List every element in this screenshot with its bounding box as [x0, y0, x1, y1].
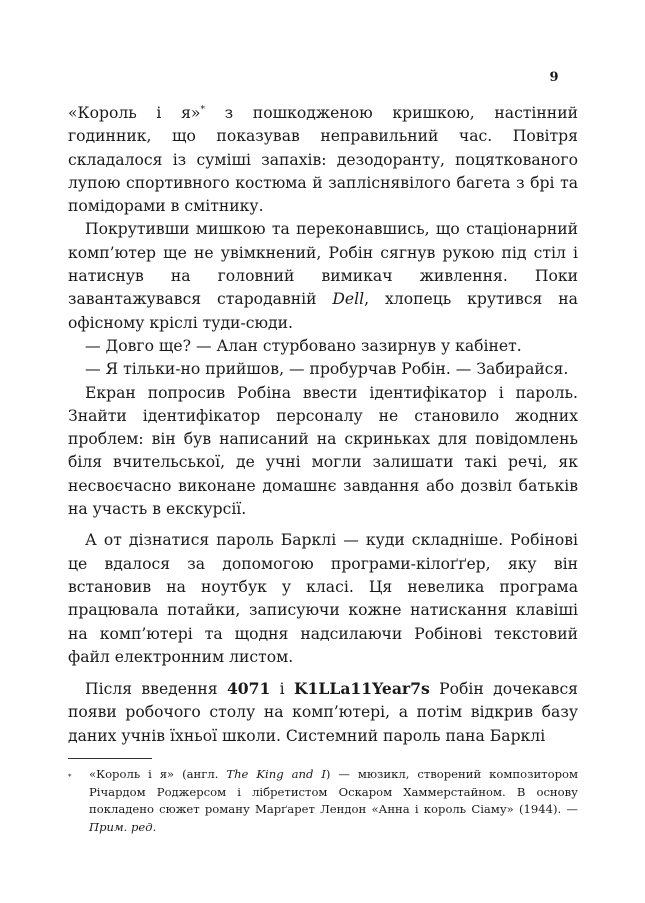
footnote-reference[interactable]: *	[200, 104, 205, 115]
text-segment: «Король і я» (англ.	[89, 767, 227, 781]
paragraph	[68, 358, 578, 381]
italic-text: Dell	[332, 290, 365, 309]
text-segment: «Король і я»	[68, 104, 201, 122]
text-segment: Екран попросив Робіна ввести ідентифікатор і пароль. Знайти ідентифікатор персоналу не становило жодних проблем: він був написаний на скриньках для повідомлень біля вчительської, де учні могли залишати такі речі, як несвоєчасно виконане домашнє завдання або дозвіл батьків на участь в екскурсії.	[68, 383, 578, 519]
text-segment: ) — мюзикл, створений композитором Річардом Роджерсом і лібретистом Оскаром Хаммерстайном. В основу покладено сюжет роману Марґарет Лендон «Анна і король Сіаму» (1944). —	[89, 767, 578, 817]
bold-text: K1LLa11Year7s	[294, 679, 430, 699]
paragraph	[68, 335, 578, 358]
footnote-divider	[68, 758, 152, 759]
text-segment: з пошкодженою кришкою, настінний годинник, що показував неправильний час. Повітря складалося із суміші запахів: дезодоранту, поцяткованого лупою спортивного костюма й запліснявілого багета з брі та помідорами в смітнику.	[68, 104, 578, 216]
bold-text: 4071	[226, 679, 271, 699]
footnote-text	[89, 766, 578, 836]
paragraph	[68, 529, 578, 669]
text-segment: і	[270, 680, 294, 699]
paragraph	[68, 382, 578, 522]
text-segment: Покрутивши мишкою та переконавшись, що стаціонарний комп’ютер ще не увімкнений, Робін сягнув рукою під стіл і натиснув на головний вимикач живлення. Поки завантажувався стародавній	[68, 220, 578, 309]
text-segment: , хлопець крутився на офісному кріслі туди-сюди.	[68, 290, 578, 332]
text-segment: Після введення	[85, 680, 227, 699]
paragraph	[68, 677, 578, 748]
page-number: 9	[549, 70, 559, 85]
main-text	[68, 102, 578, 748]
text-segment: — Я тільки-но прийшов, — пробурчав Робін. — Забирайся.	[85, 360, 569, 379]
paragraph	[68, 102, 578, 218]
text-segment: А от дізнатися пароль Барклі — куди складніше. Робінові це вдалося за допомогою програми-кілоґґер, яку він встановив на ноутбук у класі. Ця невелика програма працювала потайки, записуючи кожне натискання клавіші на комп’ютері та щодня надсилаючи Робінові текстовий файл електронним листом.	[68, 531, 578, 666]
italic-text: Прим. ред.	[89, 819, 157, 834]
paragraph	[68, 218, 578, 334]
italic-text: The King and I	[226, 767, 326, 781]
text-segment: Робін дочекався появи робочого столу на комп’ютері, а потім відкрив базу даних учнів їхньої школи. Системний пароль пана Барклі	[68, 680, 579, 745]
footnote-marker: *	[68, 773, 72, 781]
footnote	[68, 766, 578, 836]
text-segment: — Довго ще? — Алан стурбовано зазирнув у кабінет.	[85, 336, 522, 355]
